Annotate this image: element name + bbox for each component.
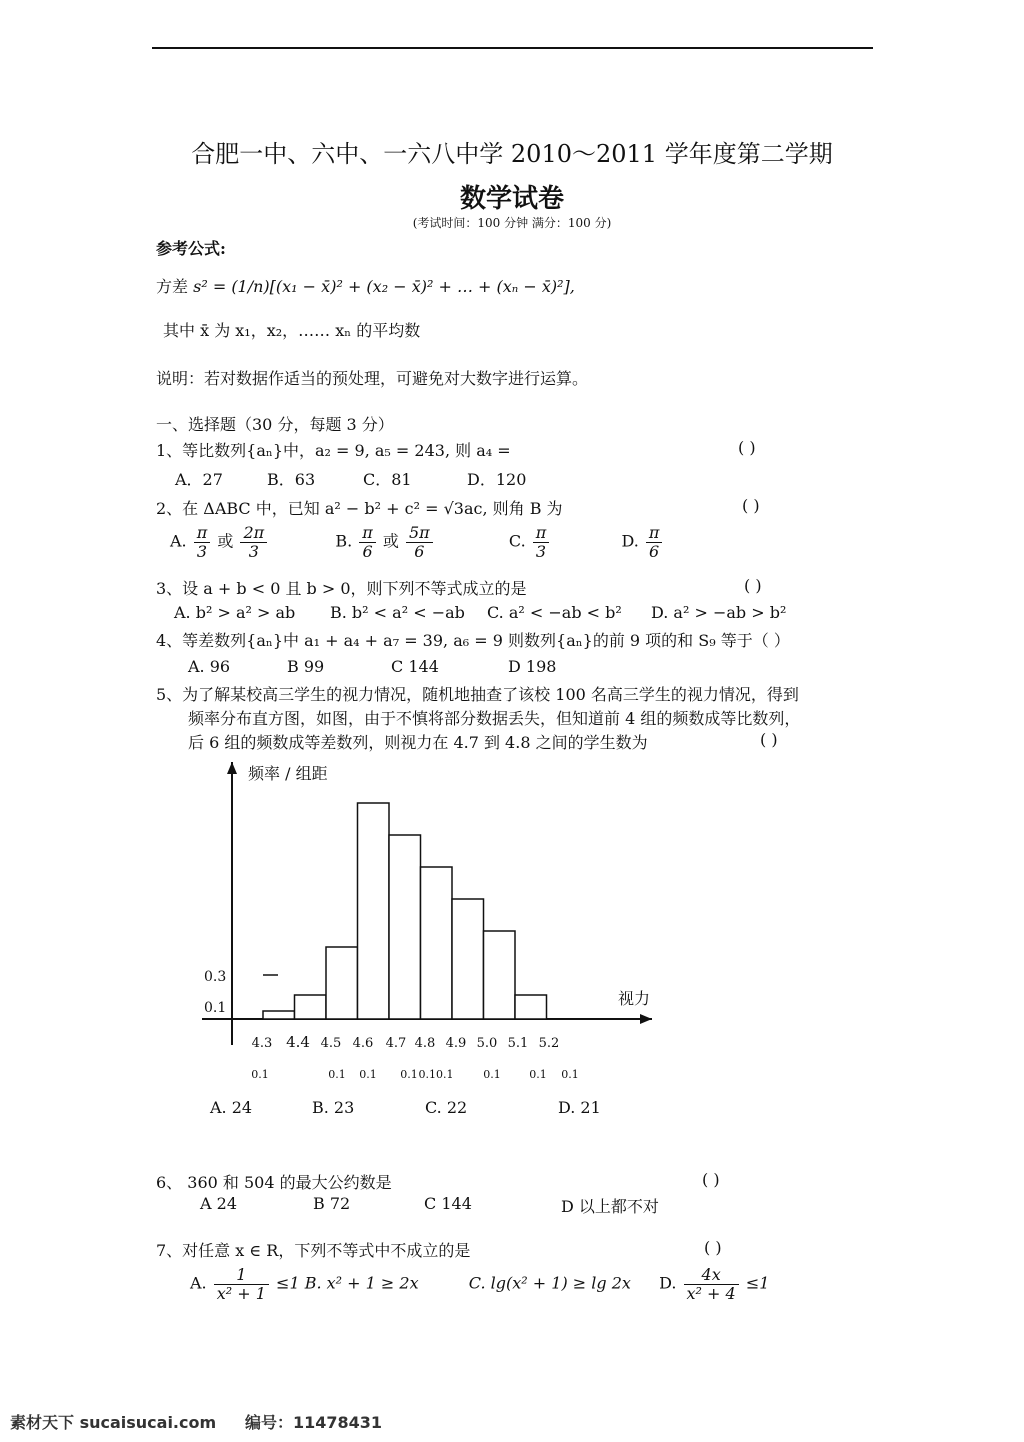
q3-option-c: C. a² < −ab < b² xyxy=(487,603,622,622)
x-tick-label: 4.6 xyxy=(352,1036,374,1051)
footer-logo: 素材天下 sucaisucai.com xyxy=(10,1413,217,1432)
q2-option-c-label: C. xyxy=(508,531,526,551)
q5-option-d: D. 21 xyxy=(558,1098,601,1117)
histogram-bar xyxy=(421,867,453,1019)
y-tick-label: 0.1 xyxy=(204,1000,227,1016)
mean-note: 其中 x̄ 为 x₁，x₂，…… xₙ 的平均数 xyxy=(163,321,421,340)
y-axis-label: 频率 / 组距 xyxy=(248,764,328,783)
x-tick-label: 5.2 xyxy=(538,1036,560,1051)
q5-option-a: A. 24 xyxy=(210,1098,253,1117)
q6-option-c: C 144 xyxy=(424,1194,472,1213)
exam-subtitle: 数学试卷 xyxy=(459,184,564,214)
x-tick-label: 4.7 xyxy=(385,1036,407,1051)
x-subtick-label: 0.1 xyxy=(561,1068,579,1081)
q4-option-d: D 198 xyxy=(508,657,557,676)
x-tick-label: 5.0 xyxy=(476,1036,498,1051)
q7-frac-a: $\frac{1}{\text{x² + 1}}$ xyxy=(214,1266,269,1302)
q7-options xyxy=(190,1266,769,1302)
formula-label: 参考公式: xyxy=(156,239,226,258)
q6-option-d: D 以上都不对 xyxy=(561,1197,659,1216)
q2-or-2: 或 xyxy=(382,531,399,551)
q7-stem: 7、对任意 x ∈ R，下列不等式中不成立的是 xyxy=(156,1241,471,1260)
q7-paren: ( ) xyxy=(704,1238,722,1257)
variance-prefix: 方差 xyxy=(156,277,189,296)
q7-option-b: ≤1 B. x² + 1 ≥ 2x xyxy=(276,1273,419,1293)
note: 说明：若对数据作适当的预处理，可避免对大数字进行运算。 xyxy=(156,369,589,388)
q5-stem-line2: 频率分布直方图，如图，由于不慎将部分数据丢失，但知道前 4 组的频数成等比数列， xyxy=(188,709,801,728)
q3-option-b: B. b² < a² < −ab xyxy=(330,603,465,622)
q1-option-b: B．63 xyxy=(267,470,316,489)
q3-option-d: D. a² > −ab > b² xyxy=(651,603,787,622)
q2-frac-c: $\frac{\pi}{3}$ xyxy=(533,524,550,560)
x-subtick-label: 0.1 xyxy=(483,1068,501,1081)
q2-or-1: 或 xyxy=(217,531,234,551)
q7-option-d-tail: ≤1 xyxy=(745,1273,770,1293)
histogram-bar xyxy=(326,947,358,1019)
histogram-bar xyxy=(358,803,390,1019)
q2-option-d-label: D. xyxy=(621,531,639,551)
q4-stem: 4、等差数列{aₙ}中 a₁ + a₄ + a₇ = 39, a₆ = 9 则数列{aₙ}的前 9 项的和 S₉ 等于（ ） xyxy=(156,631,790,650)
y-tick-label: 0.3 xyxy=(204,969,227,985)
q6-stem: 6、 360 和 504 的最大公约数是 xyxy=(156,1173,392,1192)
y-axis-arrow xyxy=(227,762,237,774)
histogram-bar xyxy=(389,835,421,1019)
q6-option-b: B 72 xyxy=(313,1194,351,1213)
histogram-layer xyxy=(202,762,652,1081)
q2-stem: 2、在 ΔABC 中，已知 a² − b² + c² = √3ac, 则角 B 为 xyxy=(156,499,563,518)
footer-serial: 编号：11478431 xyxy=(245,1413,383,1432)
q5-stem-line1: 5、为了解某校高三学生的视力情况，随机地抽查了该校 100 名高三学生的视力情况，得到 xyxy=(156,685,799,704)
q7-option-d-label: D. xyxy=(659,1273,677,1293)
histogram-bar xyxy=(515,995,547,1019)
q7-frac-d: $\frac{4x}{\text{x² + 4}}$ xyxy=(684,1266,739,1302)
q1-option-a: A．27 xyxy=(175,470,223,489)
q6-paren: ( ) xyxy=(702,1170,720,1189)
q5-option-c: C. 22 xyxy=(425,1098,468,1117)
footer-bar xyxy=(0,1398,1024,1442)
x-subtick-label: 0.1 xyxy=(400,1068,418,1081)
x-subtick-label: 0.1 xyxy=(251,1068,269,1081)
q7-option-a-label: A. xyxy=(190,1273,207,1293)
q6-option-a: A 24 xyxy=(200,1194,237,1213)
q5-stem-line3: 后 6 组的频数成等差数列，则视力在 4.7 到 4.8 之间的学生数为 xyxy=(188,733,648,752)
q2-frac-a2: $\frac{2\pi}{3}$ xyxy=(240,524,267,560)
q2-frac-a1: $\frac{\pi}{3}$ xyxy=(194,524,211,560)
q5-option-b: B. 23 xyxy=(312,1098,355,1117)
histogram-bar xyxy=(295,995,327,1019)
q4-option-b: B 99 xyxy=(287,657,325,676)
q5-paren: ( ) xyxy=(760,730,778,749)
x-axis-arrow xyxy=(640,1014,652,1024)
q1-paren: ( ) xyxy=(738,438,756,457)
q2-frac-d: $\frac{\pi}{6}$ xyxy=(646,524,663,560)
histogram-bar xyxy=(484,931,516,1019)
exam-title: 合肥一中、六中、一六八中学 2010～2011 学年度第二学期 xyxy=(191,140,833,168)
q4-option-a: A. 96 xyxy=(188,657,231,676)
q2-frac-b2: $\frac{5\pi}{6}$ xyxy=(406,524,433,560)
q1-option-c: C．81 xyxy=(363,470,412,489)
x-subtick-label: 0.1 xyxy=(359,1068,377,1081)
x-tick-label: 4.4 xyxy=(286,1033,310,1051)
x-axis-label: 视力 xyxy=(618,989,651,1008)
q2-frac-b1: $\frac{\pi}{6}$ xyxy=(359,524,376,560)
q4-option-c: C 144 xyxy=(391,657,439,676)
q2-option-a-label: A. xyxy=(170,531,187,551)
x-tick-label: 4.8 xyxy=(414,1036,436,1051)
q7-option-c: C. lg(x² + 1) ≥ lg 2x xyxy=(468,1273,631,1293)
histogram-bar xyxy=(263,1011,295,1019)
q3-option-a: A. b² > a² > ab xyxy=(174,603,296,622)
q2-paren: ( ) xyxy=(742,496,760,515)
variance-expr: s² = (1/n)[(x₁ − x̄)² + (x₂ − x̄)² + … + (xₙ − x̄)²], xyxy=(193,277,575,296)
histogram-bar xyxy=(452,899,484,1019)
x-subtick-label: 0.1 xyxy=(529,1068,547,1081)
x-tick-label: 4.3 xyxy=(251,1036,273,1051)
q1-option-d: D．120 xyxy=(467,470,527,489)
section-heading: 一、选择题（30 分，每题 3 分） xyxy=(156,415,394,434)
q2-option-b-label: B. xyxy=(335,531,353,551)
x-subtick-label: 0.1 xyxy=(328,1068,346,1081)
x-tick-label: 4.9 xyxy=(445,1036,467,1051)
q3-paren: ( ) xyxy=(744,576,762,595)
q3-stem: 3、设 a + b < 0 且 b > 0，则下列不等式成立的是 xyxy=(156,579,527,598)
x-tick-label: 5.1 xyxy=(507,1036,529,1051)
x-tick-label: 4.5 xyxy=(320,1036,342,1051)
x-subtick-label: 0.10.1 xyxy=(418,1068,454,1081)
exam-info: (考试时间：100 分钟 满分：100 分) xyxy=(412,216,612,230)
q1-stem: 1、等比数列{aₙ}中，a₂ = 9, a₅ = 243, 则 a₄ = xyxy=(156,441,511,460)
